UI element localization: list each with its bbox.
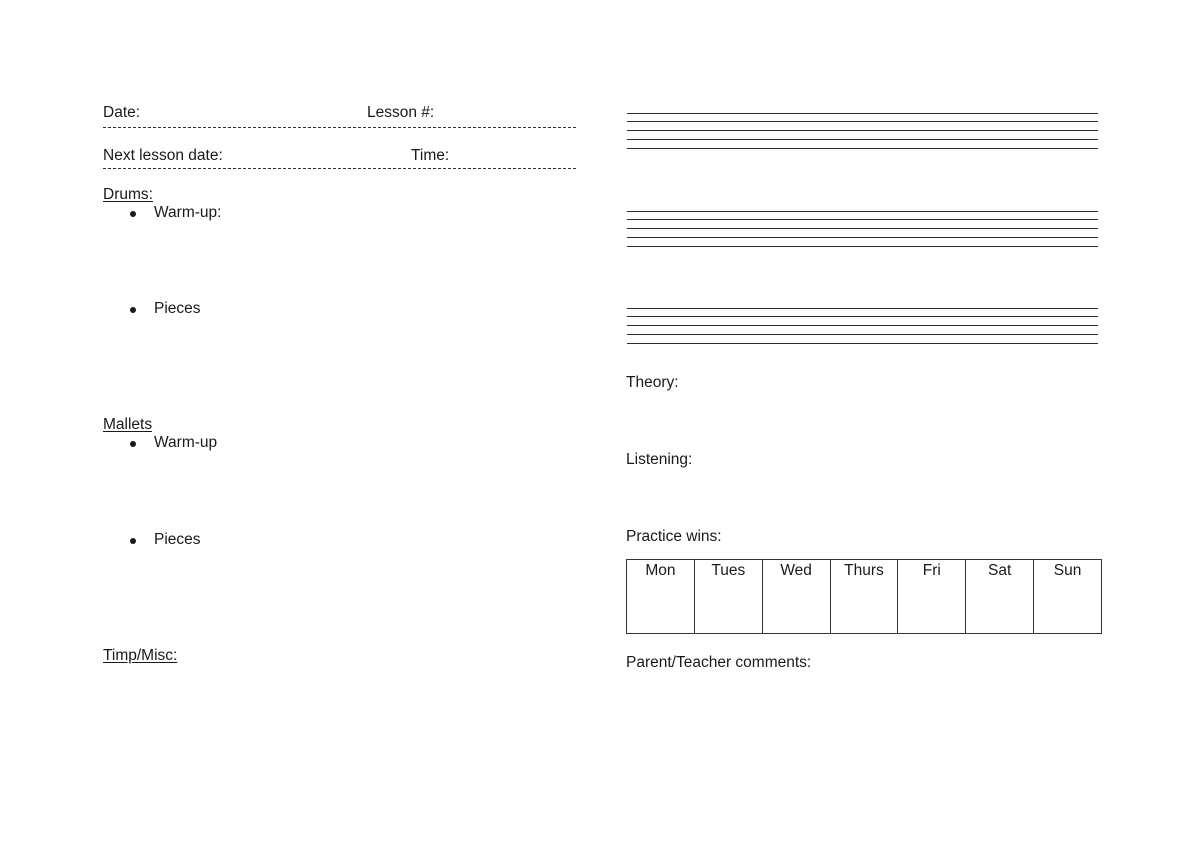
bullet-icon	[130, 538, 136, 544]
date-dotted-line	[103, 127, 576, 128]
day-wed-cell[interactable]: Wed	[762, 560, 830, 634]
mallets-heading: Mallets	[103, 416, 153, 433]
day-thurs-cell[interactable]: Thurs	[830, 560, 898, 634]
practice-wins-label: Practice wins:	[626, 528, 722, 545]
practice-wins-table	[626, 559, 1102, 634]
timp-misc-heading: Timp/Misc:	[103, 647, 178, 664]
parent-teacher-comments-label: Parent/Teacher comments:	[626, 654, 812, 671]
drums-warmup-item: Warm-up:	[154, 204, 222, 221]
day-mon-cell[interactable]: Mon	[627, 560, 695, 634]
music-staff-3	[627, 308, 1098, 346]
mallets-pieces-item: Pieces	[154, 531, 201, 548]
music-staff-2	[627, 211, 1098, 249]
drums-heading: Drums:	[103, 186, 153, 203]
listening-label: Listening:	[626, 451, 693, 468]
day-sun-cell[interactable]: Sun	[1034, 560, 1102, 634]
next-lesson-dotted-line	[103, 168, 576, 169]
day-fri-cell[interactable]: Fri	[898, 560, 966, 634]
drums-pieces-item: Pieces	[154, 300, 201, 317]
time-label: Time:	[411, 147, 450, 164]
next-lesson-date-label: Next lesson date:	[103, 147, 223, 164]
bullet-icon	[130, 211, 136, 217]
bullet-icon	[130, 441, 136, 447]
music-staff-1	[627, 113, 1098, 151]
lesson-number-label: Lesson #:	[367, 104, 435, 121]
mallets-warmup-item: Warm-up	[154, 434, 218, 451]
day-sat-cell[interactable]: Sat	[966, 560, 1034, 634]
day-tues-cell[interactable]: Tues	[694, 560, 762, 634]
bullet-icon	[130, 307, 136, 313]
date-label: Date:	[103, 104, 141, 121]
theory-label: Theory:	[626, 374, 679, 391]
